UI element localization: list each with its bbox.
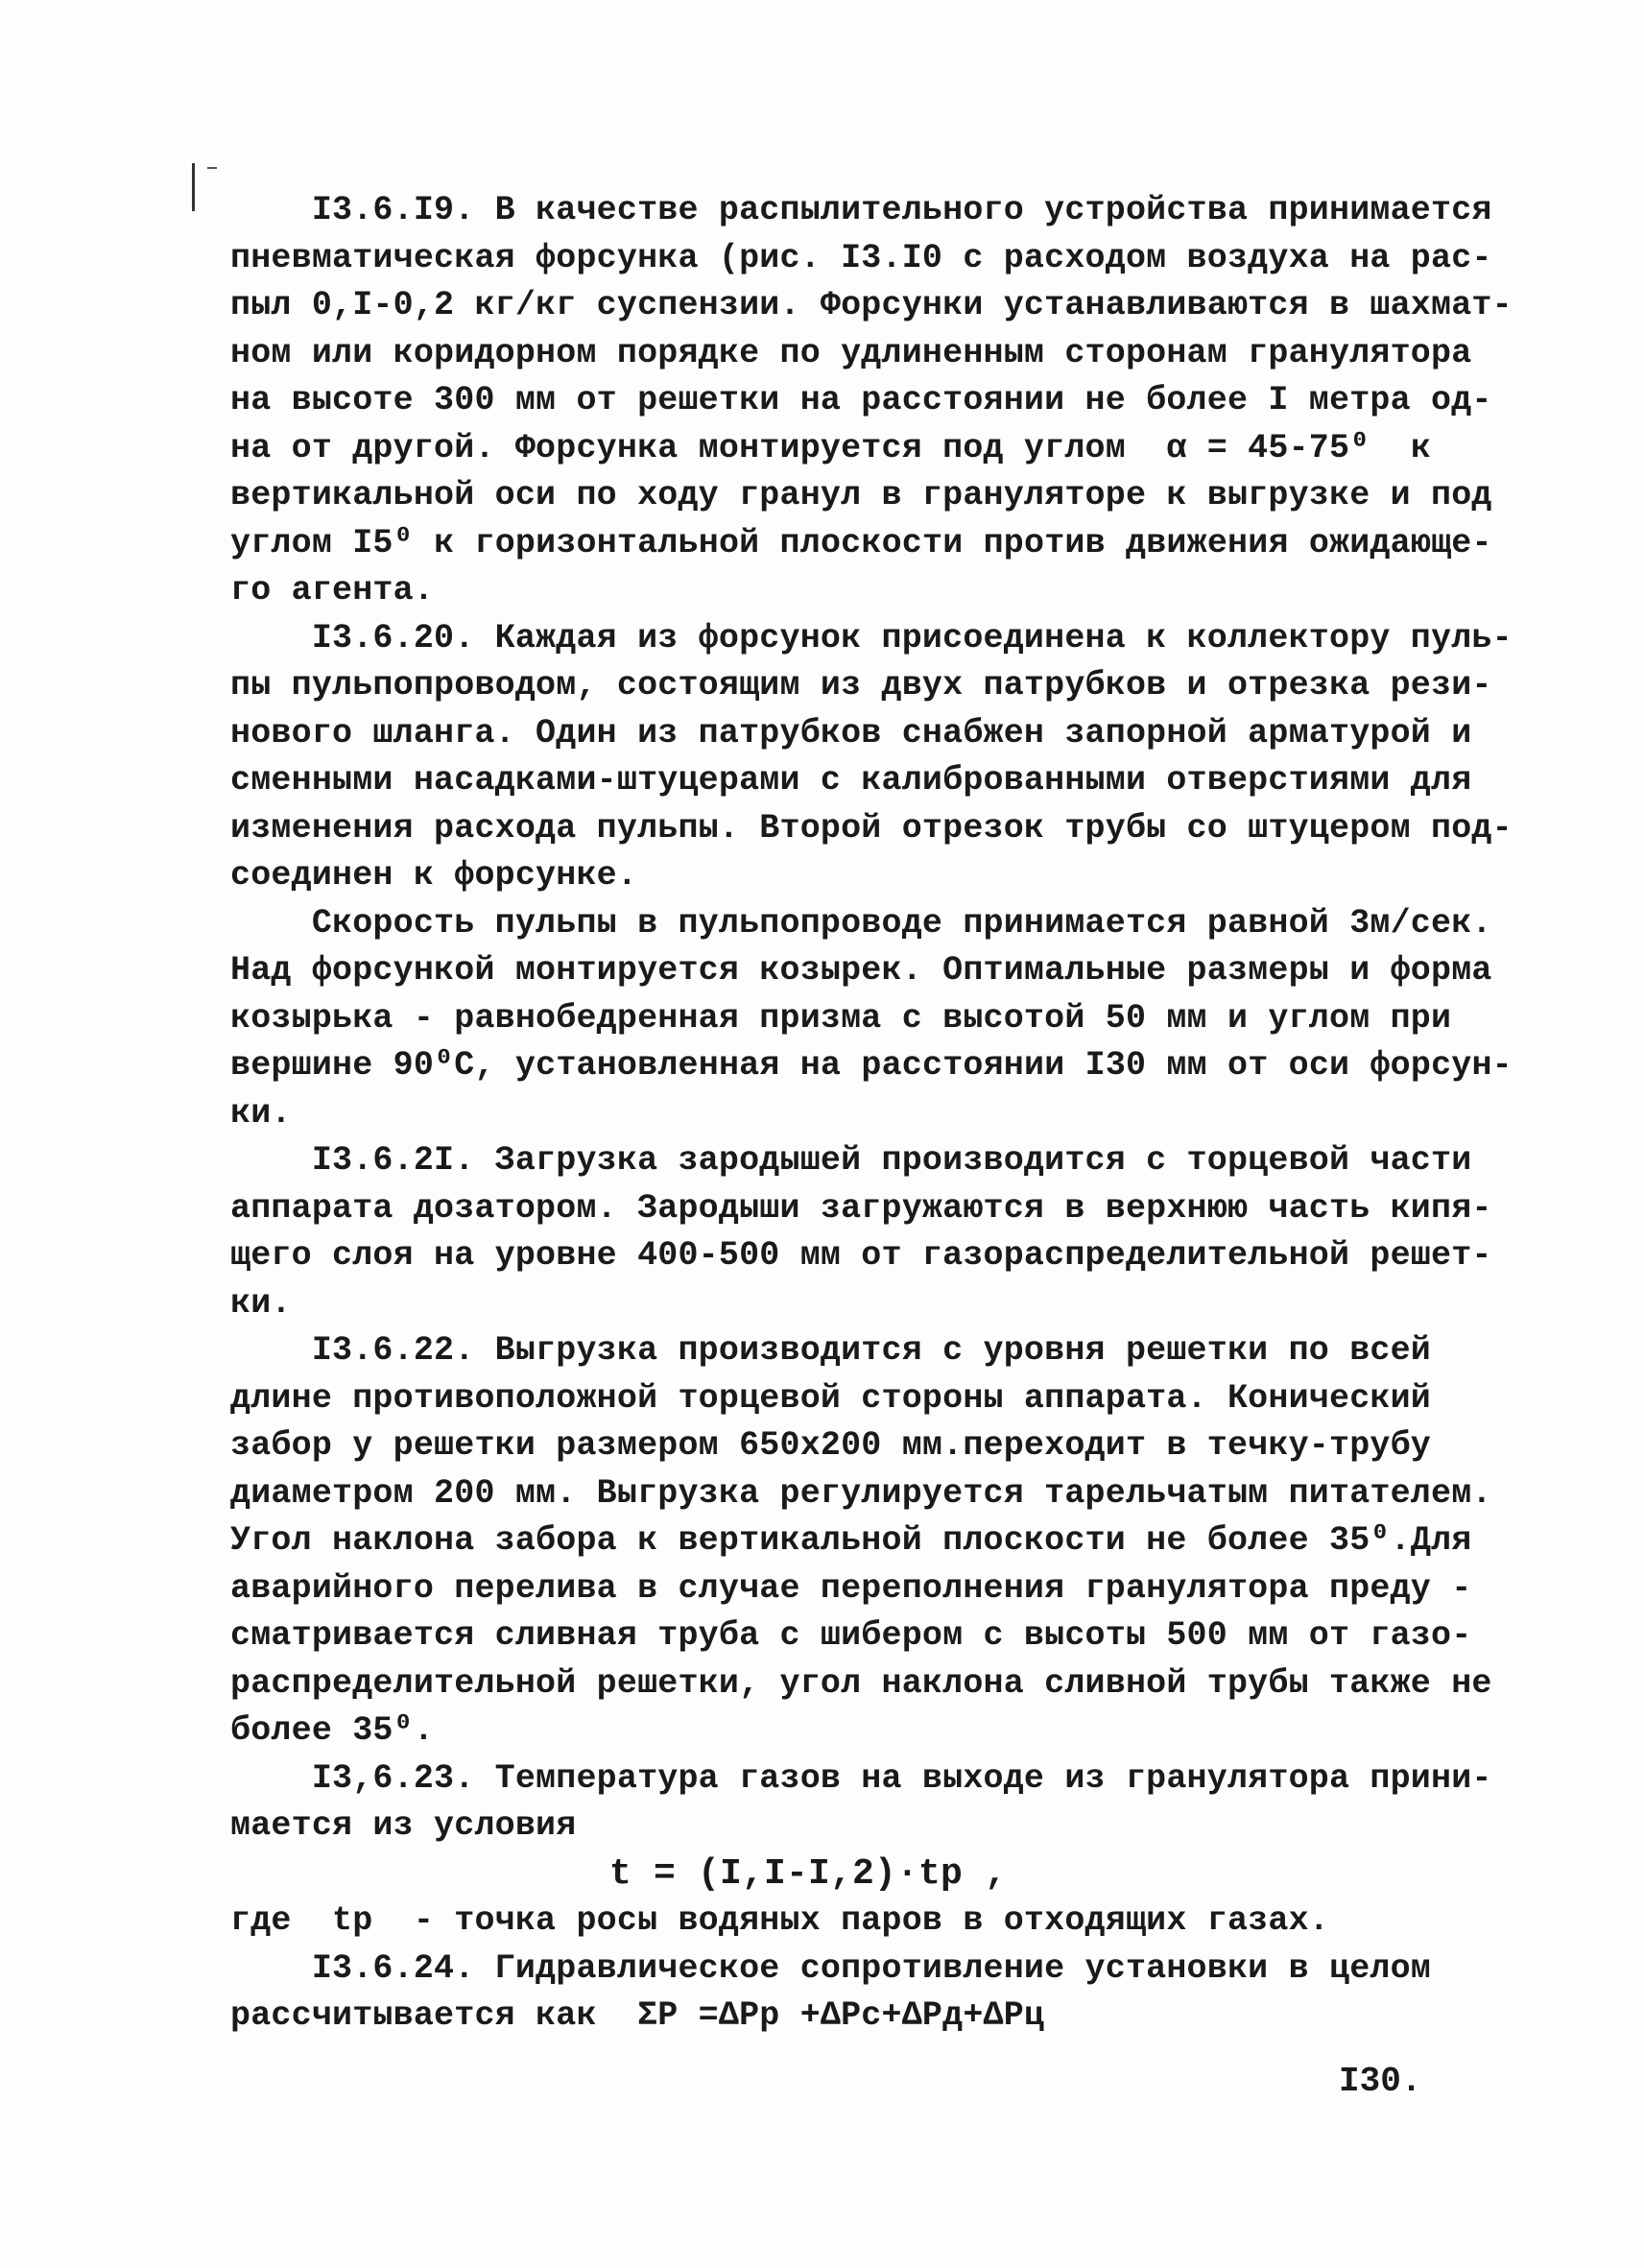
text-line: вершине 90⁰С, установленная на расстоянии I30 мм от оси форсун- xyxy=(230,1046,1513,1085)
text-line: Над форсункой монтируется козырек. Оптимальные размеры и форма xyxy=(230,951,1492,990)
text-line: диаметром 200 мм. Выгрузка регулируется тарельчатым питателем. xyxy=(230,1473,1492,1513)
text-line: I3.6.20. Каждая из форсунок присоединена к коллектору пуль- xyxy=(230,618,1513,657)
text-line: ном или коридорном порядке по удлиненным сторонам гранулятора xyxy=(230,333,1472,372)
text-line: забор у решетки размером 650х200 мм.переходит в течку-трубу xyxy=(230,1426,1432,1465)
text-line: I3.6.22. Выгрузка производится с уровня решетки по всей xyxy=(230,1331,1432,1370)
text-line: изменения расхода пульпы. Второй отрезок трубы со штуцером под- xyxy=(230,808,1513,848)
text-line: мается из условия xyxy=(230,1806,577,1845)
text-line: I3.6.24. Гидравлическое сопротивление установки в целом xyxy=(230,1948,1432,1988)
text-line: пыл 0,I-0,2 кг/кг суспензии. Форсунки устанавливаются в шахмат- xyxy=(230,286,1513,324)
text-line: соединен к форсунке. xyxy=(230,856,638,895)
text-line: I3,6.23. Температура газов на выходе из гранулятора прини- xyxy=(230,1758,1492,1798)
text-line: на от другой. Форсунка монтируется под углом α = 45-75⁰ к xyxy=(230,428,1432,467)
text-line: распределительной решетки, угол наклона сливной трубы также не xyxy=(230,1663,1492,1703)
text-line: более 35⁰. xyxy=(230,1711,435,1750)
text-line: козырька - равнобедренная призма с высотой 50 мм и углом при xyxy=(230,998,1452,1038)
text-line: го агента. xyxy=(230,571,435,609)
text-line: вертикальной оси по ходу гранул в грануляторе к выгрузке и под xyxy=(230,476,1492,514)
text-line: ки. xyxy=(230,1283,292,1323)
text-line: I3.6.I9. В качестве распылительного устройства принимается xyxy=(230,191,1492,229)
text-line: аппарата дозатором. Зародыши загружаются в верхнюю часть кипя- xyxy=(230,1188,1492,1228)
text-line: Скорость пульпы в пульпопроводе принимается равной 3м/сек. xyxy=(230,903,1492,943)
text-line: длине противоположной торцевой стороны аппарата. Конический xyxy=(230,1378,1432,1418)
page-number: I30. xyxy=(1339,2062,1422,2101)
text-line: ки. xyxy=(230,1093,292,1133)
text-line: I3.6.2I. Загрузка зародышей производится с торцевой части xyxy=(230,1141,1472,1180)
margin-mark xyxy=(192,163,195,211)
formula-line: t = (I,I-I,2)·tр , xyxy=(609,1852,1008,1895)
text-line: нового шланга. Один из патрубков снабжен запорной арматурой и xyxy=(230,713,1472,752)
document-body xyxy=(230,187,1513,2041)
text-line: углом I5⁰ к горизонтальной плоскости против движения ожидающе- xyxy=(230,523,1492,562)
text-line: пы пульпопроводом, состоящим из двух патрубков и отрезка рези- xyxy=(230,666,1492,704)
text-line: щего слоя на уровне 400-500 мм от газораспределительной решет- xyxy=(230,1236,1492,1275)
text-line: где tр - точка росы водяных паров в отходящих газах. xyxy=(230,1901,1329,1940)
text-line: на высоте 300 мм от решетки на расстоянии не более I метра од- xyxy=(230,381,1492,419)
text-line: рассчитывается как ΣP =ΔPр +ΔPс+ΔPд+ΔPц xyxy=(230,1996,1045,2035)
text-line: сматривается сливная труба с шибером с высоты 500 мм от газо- xyxy=(230,1616,1472,1655)
text-line: Угол наклона забора к вертикальной плоскости не более 35⁰.Для xyxy=(230,1521,1472,1560)
text-line: аварийного перелива в случае переполнения гранулятора преду - xyxy=(230,1568,1472,1608)
text-line: пневматическая форсунка (рис. I3.I0 с расходом воздуха на рас- xyxy=(230,238,1492,277)
text-line: сменными насадками-штуцерами с калиброванными отверстиями для xyxy=(230,761,1472,800)
